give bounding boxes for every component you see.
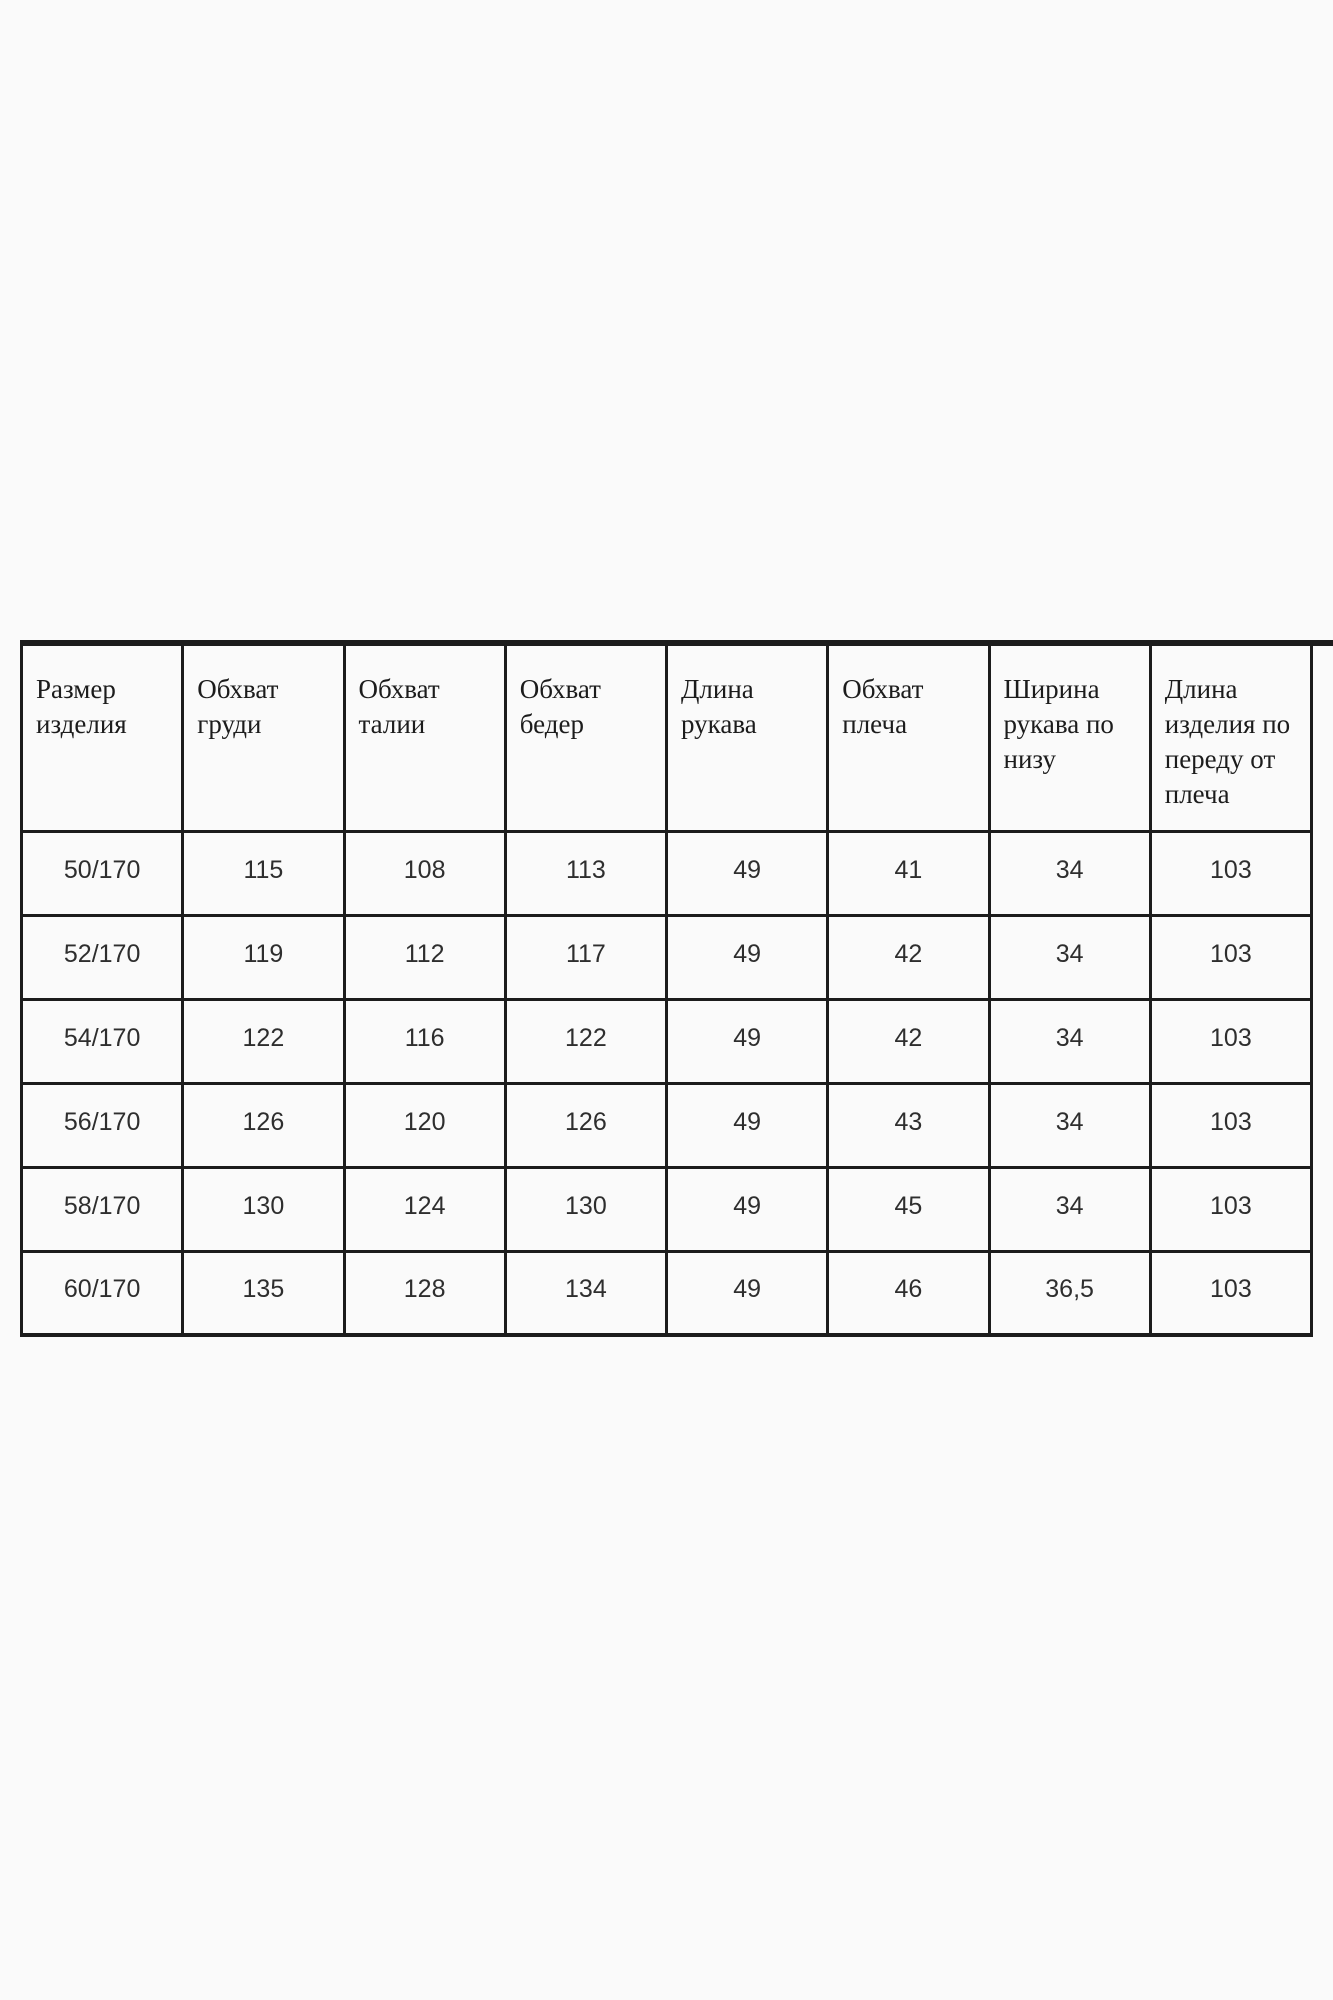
column-header-front-length: Длина изделия по переду от плеча [1150,643,1311,831]
table-cell-size: 56/170 [22,1083,183,1167]
table-row [22,1083,1312,1167]
column-header-waist: Обхват талии [344,643,505,831]
table-cell: 120 [344,1083,505,1167]
table-cell: 135 [183,1251,344,1335]
table-cell: 46 [828,1251,989,1335]
table-cell: 124 [344,1167,505,1251]
table-cell: 49 [667,915,828,999]
table-cell: 34 [989,1167,1150,1251]
header-row [22,643,1312,831]
table-cell: 130 [505,1167,666,1251]
table-cell: 112 [344,915,505,999]
table-cell: 36,5 [989,1251,1150,1335]
size-chart-header [22,643,1312,831]
table-cell: 34 [989,999,1150,1083]
table-cell-size: 58/170 [22,1167,183,1251]
table-cell: 41 [828,831,989,915]
table-row [22,915,1312,999]
column-header-shoulder: Обхват плеча [828,643,989,831]
size-chart-body [22,831,1312,1335]
table-cell: 34 [989,915,1150,999]
table-cell-size: 54/170 [22,999,183,1083]
table-cell: 45 [828,1167,989,1251]
column-header-sleeve-length: Длина рукава [667,643,828,831]
table-cell: 43 [828,1083,989,1167]
table-cell: 34 [989,1083,1150,1167]
table-cell: 49 [667,1167,828,1251]
table-cell: 103 [1150,831,1311,915]
table-cell: 113 [505,831,666,915]
table-cell: 103 [1150,915,1311,999]
table-cell-size: 52/170 [22,915,183,999]
table-cell: 128 [344,1251,505,1335]
table-row [22,1167,1312,1251]
table-cell: 108 [344,831,505,915]
table-cell: 126 [505,1083,666,1167]
size-chart-table [20,640,1313,1337]
table-cell: 115 [183,831,344,915]
table-cell-size: 60/170 [22,1251,183,1335]
table-cell: 126 [183,1083,344,1167]
column-header-size: Размер изделия [22,643,183,831]
table-row [22,1251,1312,1335]
table-cell: 42 [828,915,989,999]
table-cell: 103 [1150,1251,1311,1335]
table-cell: 49 [667,831,828,915]
table-cell: 42 [828,999,989,1083]
table-cell-size: 50/170 [22,831,183,915]
table-cell: 103 [1150,999,1311,1083]
table-cell: 34 [989,831,1150,915]
column-header-hips: Обхват бедер [505,643,666,831]
table-cell: 49 [667,1251,828,1335]
table-cell: 130 [183,1167,344,1251]
table-cell: 122 [505,999,666,1083]
table-cell: 119 [183,915,344,999]
column-header-chest: Обхват груди [183,643,344,831]
table-cell: 134 [505,1251,666,1335]
table-cell: 116 [344,999,505,1083]
table-cell: 103 [1150,1167,1311,1251]
table-cell: 49 [667,999,828,1083]
table-cell: 49 [667,1083,828,1167]
table-row [22,831,1312,915]
table-cell: 117 [505,915,666,999]
table-cell: 103 [1150,1083,1311,1167]
column-header-sleeve-width: Ширина рукава по низу [989,643,1150,831]
table-row [22,999,1312,1083]
table-cell: 122 [183,999,344,1083]
